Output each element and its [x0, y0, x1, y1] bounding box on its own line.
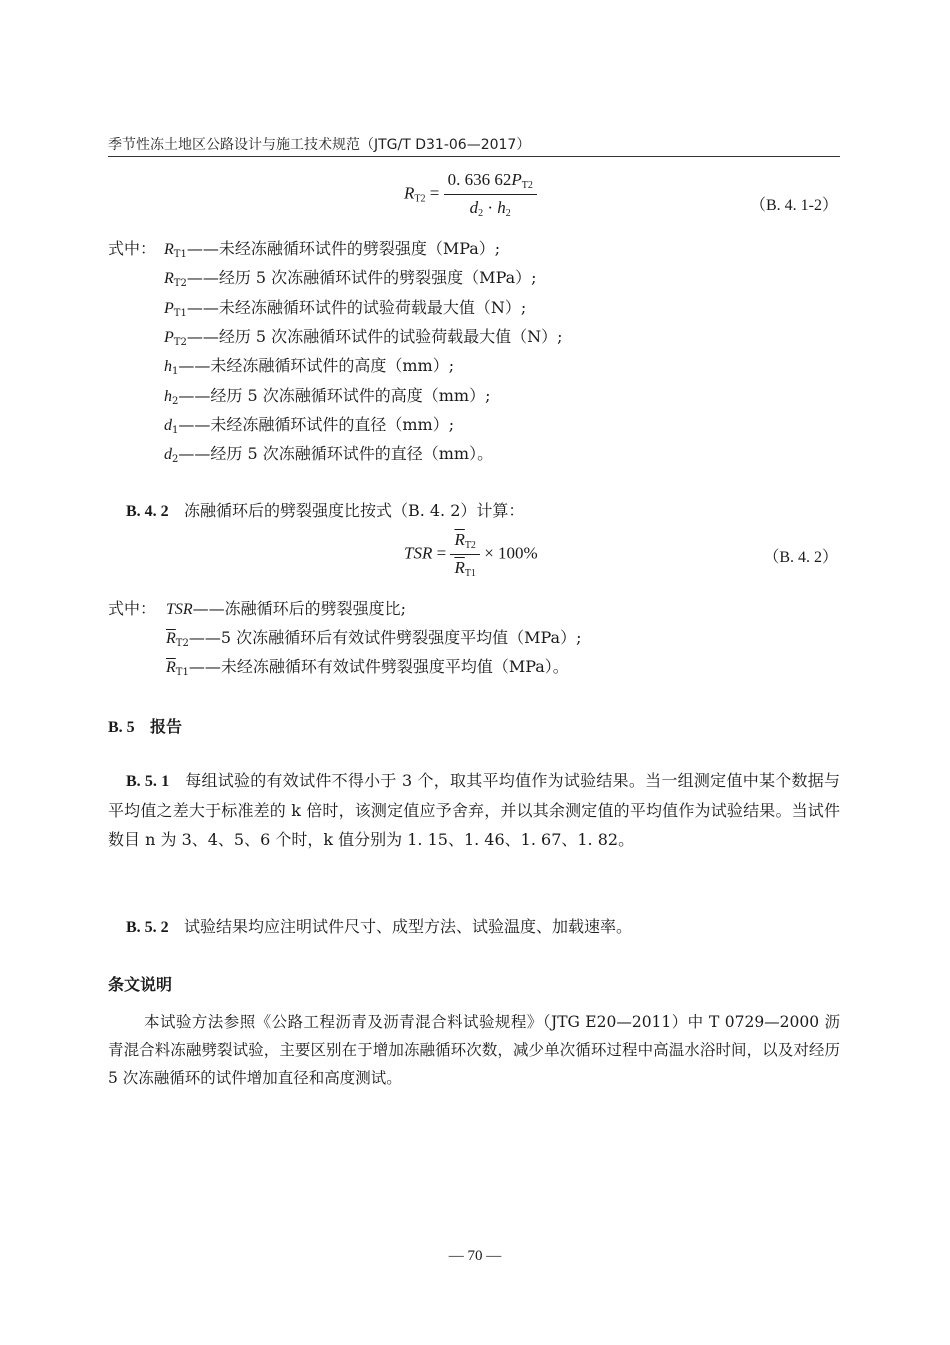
denominator-h-sub: 2: [505, 208, 511, 219]
numerator-coefficient: 0. 636 62: [447, 170, 512, 189]
definition-item: [164, 265, 537, 289]
definition-symbol-sub: T1: [173, 307, 187, 319]
page-number: — 70 —: [448, 1248, 502, 1264]
defs1-lead: 式中：: [108, 239, 157, 258]
definition-symbol: d: [164, 416, 172, 434]
section-b5-number: B. 5: [108, 719, 135, 736]
clause-b42: [126, 498, 524, 521]
definition-symbol-sub: 1: [172, 424, 179, 436]
definition-text: ——冻融循环后的劈裂强度比;: [192, 599, 407, 618]
equation-number-b412: （B. 4. 1-2）: [749, 197, 838, 214]
formula-b42: [404, 530, 538, 579]
definition-symbol: TSR: [166, 601, 193, 618]
tsr-lhs: TSR: [404, 543, 433, 563]
clause-b42-number: B. 4. 2: [126, 503, 169, 520]
definition-symbol-sub: T1: [175, 667, 189, 678]
formula-b412: [404, 170, 537, 219]
definition-symbol: $\overline{R}$: [166, 630, 176, 647]
definition-text: ——经历 5 次冻融循环试件的劈裂强度（MPa）;: [186, 268, 537, 288]
definition-symbol: R: [164, 270, 174, 288]
tsr-num-symbol: $\overline{R}$: [454, 530, 465, 549]
header-rule: [108, 156, 840, 157]
definition-symbol: P: [164, 299, 174, 317]
definition-symbol: d: [164, 446, 172, 464]
definition-symbol: $\overline{R}$: [166, 659, 176, 676]
clause-b51: [108, 766, 840, 854]
tsr-den-symbol: $\overline{R}$: [454, 558, 465, 577]
tsr-denominator: [450, 555, 480, 579]
formula-lhs-sub: T2: [414, 193, 426, 205]
definition-item: [166, 654, 569, 678]
denominator-d: d: [469, 198, 479, 217]
equation-number-b42: （B. 4. 2）: [763, 549, 838, 566]
definition-symbol-sub: T2: [173, 278, 187, 290]
clause-b51-number: B. 5. 1: [126, 773, 170, 790]
explanation-text: 本试验方法参照《公路工程沥青及沥青混合料试验规程》（JTG E20—2011）中 T 0729—2000 沥青混合料冻融劈裂试验，主要区别在于增加冻融循环次数，减少单次循环过程中高温水浴时间，以及对经历 5 次冻融循环的试件增加直径和高度测试。: [108, 1013, 840, 1087]
running-header: 季节性冻土地区公路设计与施工技术规范（JTG/T D31-06—2017）: [108, 137, 531, 153]
definition-text: ——经历 5 次冻融循环试件的直径（mm）。: [178, 444, 494, 464]
definition-symbol-sub: T2: [173, 336, 187, 348]
denominator-h: h: [497, 198, 506, 217]
definition-text: ——5 次冻融循环后有效试件劈裂强度平均值（MPa）;: [188, 628, 582, 647]
defs2-lead: 式中：: [108, 599, 157, 618]
definition-item: [164, 412, 454, 436]
tsr-fraction: [450, 530, 480, 579]
clause-b42-text: 冻融循环后的劈裂强度比按式（B. 4. 2）计算：: [183, 501, 525, 520]
definition-item: [164, 324, 563, 348]
definition-symbol: P: [164, 328, 174, 346]
definition-symbol-sub: 2: [172, 454, 179, 466]
formula-numerator: [444, 170, 537, 195]
tsr-equals: =: [436, 543, 447, 563]
definition-symbol-sub: 1: [172, 366, 179, 378]
clause-b51-text: 每组试验的有效试件不得小于 3 个，取其平均值作为试验结果。当一组测定值中某个数据与平均值之差大于标准差的 k 倍时，该测定值应予舍弃，并以其余测定值的平均值作为试验结果。当试件数目 n 为 3、4、5、6 个时，k 值分别为 1. 15、1. 46、1. 67、1. 82。: [108, 771, 841, 849]
definition-text: ——未经冻融循环试件的高度（mm）;: [178, 356, 455, 376]
definition-text: ——未经冻融循环有效试件劈裂强度平均值（MPa）。: [188, 657, 569, 676]
definition-item: [166, 596, 406, 620]
definition-text: ——未经冻融循环试件的直径（mm）;: [178, 414, 455, 434]
definition-text: ——未经冻融循环试件的试验荷载最大值（N）;: [186, 297, 527, 317]
clause-b52-number: B. 5. 2: [126, 919, 169, 936]
section-b5-heading: [108, 714, 182, 737]
denominator-dot: ·: [483, 198, 498, 217]
explanation-title: 条文说明: [108, 975, 173, 994]
tsr-numerator: [450, 530, 480, 555]
definition-item: [164, 295, 526, 319]
definition-item: [164, 383, 490, 407]
definition-symbol-sub: 2: [172, 395, 179, 407]
tsr-num-sub: T2: [464, 540, 476, 551]
definition-symbol: h: [164, 387, 172, 405]
formula-lhs: R: [404, 183, 415, 203]
definition-item: [164, 236, 500, 260]
clause-b52-text: 试验结果均应注明试件尺寸、成型方法、试验温度、加载速率。: [183, 917, 632, 936]
denominator-d-sub: 2: [478, 208, 484, 219]
definition-symbol: R: [164, 241, 174, 258]
tsr-den-sub: T1: [464, 568, 476, 579]
definition-item: [166, 625, 581, 649]
definition-text: ——经历 5 次冻融循环试件的高度（mm）;: [178, 385, 491, 405]
clause-b52: [108, 912, 840, 942]
definition-text: ——经历 5 次冻融循环试件的试验荷载最大值（N）;: [186, 326, 563, 346]
section-b5-title: 报告: [149, 717, 182, 736]
formula-fraction: [444, 170, 537, 219]
numerator-variable-sub: T2: [521, 180, 533, 191]
formula-denominator: [444, 195, 537, 219]
definition-item: [164, 441, 493, 465]
tsr-times: × 100%: [484, 543, 538, 563]
formula-equals: =: [429, 183, 440, 203]
definition-symbol: h: [164, 358, 172, 376]
definition-symbol-sub: T1: [173, 249, 187, 260]
definition-text: ——未经冻融循环试件的劈裂强度（MPa）;: [186, 239, 501, 258]
definition-symbol-sub: T2: [175, 638, 189, 649]
definition-item: [164, 353, 454, 377]
numerator-variable: P: [511, 170, 522, 189]
